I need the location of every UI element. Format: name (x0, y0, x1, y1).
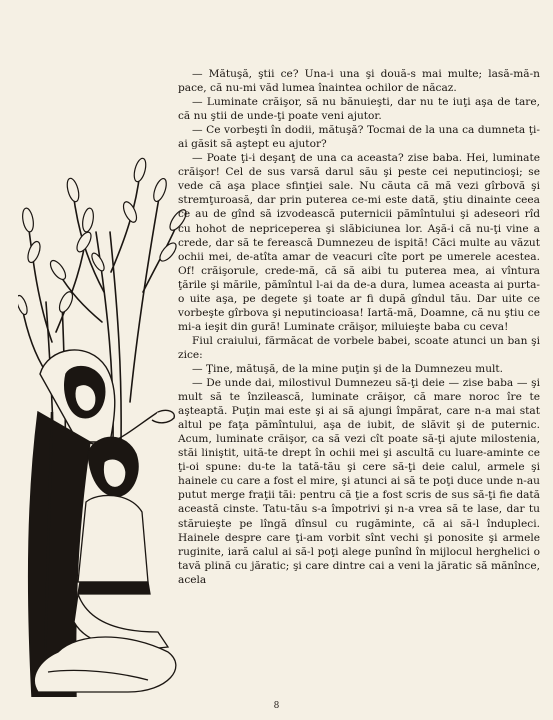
paragraph: Fiul craiului, fărmăcat de vorbele babei, scoate atunci un ban şi zice: (178, 334, 540, 361)
paragraph: — Ce vorbeşti în dodii, mătuşă? Tocmai de la una ca dumneta ţi-ai găsit să aştept eu ajutor? (178, 124, 540, 151)
paragraph: — Mătuşă, ştii ce? Una-i una şi două-s mai multe; lasă-mă-n pace, că nu-mi văd lumea înaintea ochilor de năcaz. (178, 68, 540, 95)
illustration-old-woman-and-prince (18, 112, 188, 697)
page-number: 8 (273, 701, 280, 711)
paragraph: — Ţine, mătuşă, de la mine puţin şi de la Dumnezeu mult. (192, 362, 504, 375)
paragraph: — Luminate crăişor, să nu bănuieşti, dar nu te iuţi aşa de tare, că nu ştii de unde-ţi poate veni ajutor. (178, 96, 540, 123)
paragraph: — De unde dai, milostivul Dumnezeu să-ţi deie — zise baba — şi mult să te înzilească, luminate crăişor, că mare noroc îre te aşteaptă. Puţin mai este şi ai să ajungi împărat, care n-a mai stat altul pe faţa pămîntului, aşa de iubit, de slăvit şi de puternic. Acum, luminate crăişor, ca să vezi cît poate să-ţi ajute milostenia, stăi liniştit, uită-te drept în ochii mei şi ascultă cu luare-aminte ce ţi-oi spune: du-te la tată-tău şi cere să-ţi deie calul, armele şi hainele cu care a fost el mire, şi atunci ai să te poţi duce unde n-au putut merge fraţii tăi: pentru că ţie a fost scris de sus să-ţi fie dată această cinste. Tatu-tău s-a împotrivi şi n-a vrea să te lase, dar tu stăruieşte pe lîngă dînsul cu rugăminte, că ai să-l îndupleci. Hainele despre care ţi-am vorbit sînt vechi şi ponosite şi armele ruginite, iară calul ai să-l poţi alege punînd în mijlocul herghelici o tavă plină cu jăratic; şi care dintre cai a veni la jăratic să mănînce, acela (178, 377, 540, 586)
paragraph: — Poate ţi-i deşanţ de una ca aceasta? zise baba. Hei, luminate crăişor! Cel de sus varsă darul său şi peste cei neputincioşi; se vede că aşa place sfinţiei sale. Nu căuta că mă vezi gîrbovă şi stremţuroasă, dar prin puterea ce-mi este dată, ştiu dinainte ceea ce au de gînd să izvodească puternicii pămîntului şi adeseori rîd cu hohot de nepriceperea şi slăbiciunea lor. Aşă-i că nu-ţi vine a crede, dar să te ferească Dumnezeu de ispită! Căci multe au văzut ochii mei, de-atîta amar de veacuri cîte port pe umerele acestea. Of! crăişorule, crede-mă, că să aibi tu puterea mea, ai vîntura ţările şi mările, pămîntul l-ai da de-a dura, lumea aceasta ai purta-o uite aşa, pe degete şi toate ar fi după gîndul tău. Dar uite ce vorbeşte gîrbova şi neputincioasa! Iartă-mă, Doamne, că nu ştiu ce mi-a ieşit din gură! Luminate crăişor, miluieşte baba cu ceva! (178, 152, 540, 333)
main-text (178, 67, 540, 587)
